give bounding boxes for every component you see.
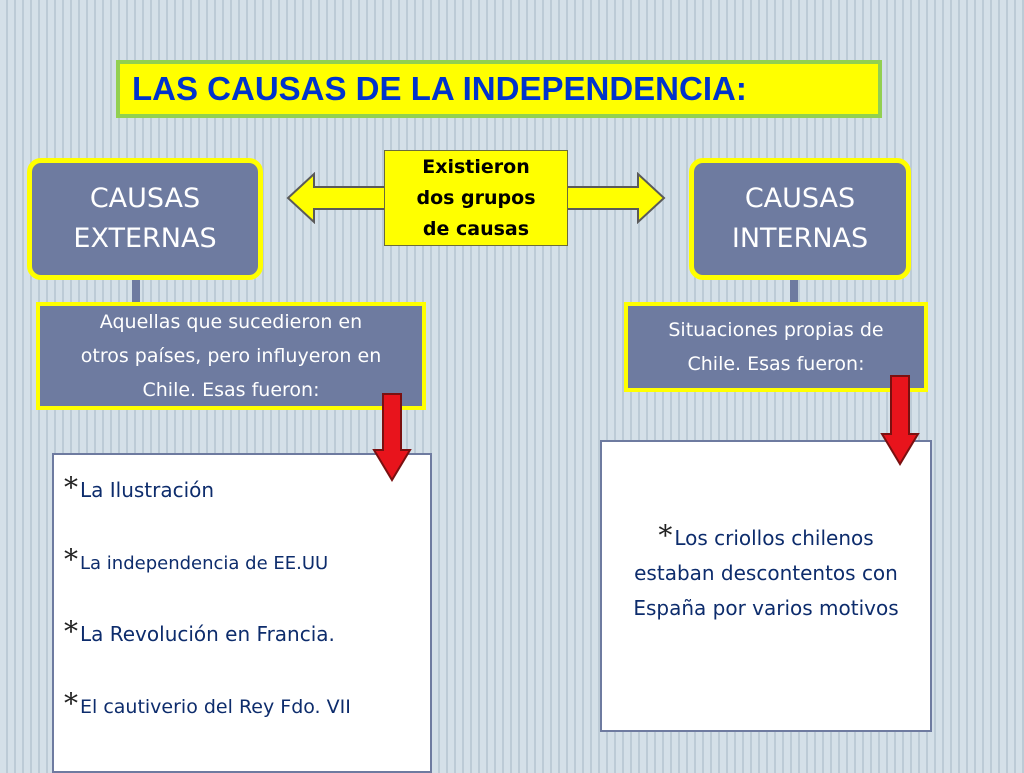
two-groups-line-1: Existieron xyxy=(422,155,530,178)
internal-description-line-1: Situaciones propias de xyxy=(668,319,884,341)
internal-connector xyxy=(790,280,798,304)
arrow-down-icon xyxy=(880,374,920,466)
external-description-line-3: Chile. Esas fueron: xyxy=(142,379,320,401)
external-description-box xyxy=(36,302,426,410)
external-causes-box xyxy=(27,158,263,280)
internal-cause-line-1 xyxy=(602,518,930,556)
asterisk-icon: * xyxy=(64,543,78,576)
external-description-line-2: otros países, pero influyeron en xyxy=(80,345,382,367)
list-item-text: La Ilustración xyxy=(80,478,215,502)
internal-causes-line-2: INTERNAS xyxy=(731,223,869,254)
two-groups-line-3: de causas xyxy=(422,217,530,240)
page-title-text: LAS CAUSAS DE LA INDEPENDENCIA: xyxy=(132,70,747,107)
external-causes-line-2: EXTERNAS xyxy=(73,223,217,254)
two-groups-line-2: dos grupos xyxy=(416,186,536,209)
arrow-down-icon xyxy=(372,392,412,482)
list-item xyxy=(64,687,351,720)
list-item-text: La Revolución en Francia. xyxy=(80,622,335,646)
asterisk-icon: * xyxy=(64,687,78,720)
internal-cause-line-3: España por varios motivos xyxy=(633,596,899,620)
internal-causes-line-1: CAUSAS xyxy=(744,183,856,214)
external-causes-line-1: CAUSAS xyxy=(89,183,201,214)
internal-description-line-2: Chile. Esas fueron: xyxy=(687,353,865,375)
list-item xyxy=(64,615,335,648)
two-groups-box xyxy=(384,150,568,246)
external-causes-list xyxy=(52,453,432,773)
external-connector xyxy=(132,280,140,304)
internal-cause-text xyxy=(602,518,930,626)
list-item xyxy=(64,543,328,576)
internal-causes-box xyxy=(689,158,911,280)
internal-cause-line-2: estaban descontentos con xyxy=(634,561,898,585)
internal-cause-line-1-text: Los criollos chilenos xyxy=(674,526,874,550)
asterisk-icon: * xyxy=(64,615,78,648)
page-title xyxy=(116,60,882,118)
internal-causes-list xyxy=(600,440,932,732)
list-item xyxy=(64,471,214,504)
asterisk-icon: * xyxy=(64,471,78,504)
list-item-text: La independencia de EE.UU xyxy=(80,553,329,574)
asterisk-icon: * xyxy=(658,519,673,552)
list-item-text: El cautiverio del Rey Fdo. VII xyxy=(80,696,351,718)
external-description-line-1: Aquellas que sucedieron en xyxy=(99,311,363,333)
